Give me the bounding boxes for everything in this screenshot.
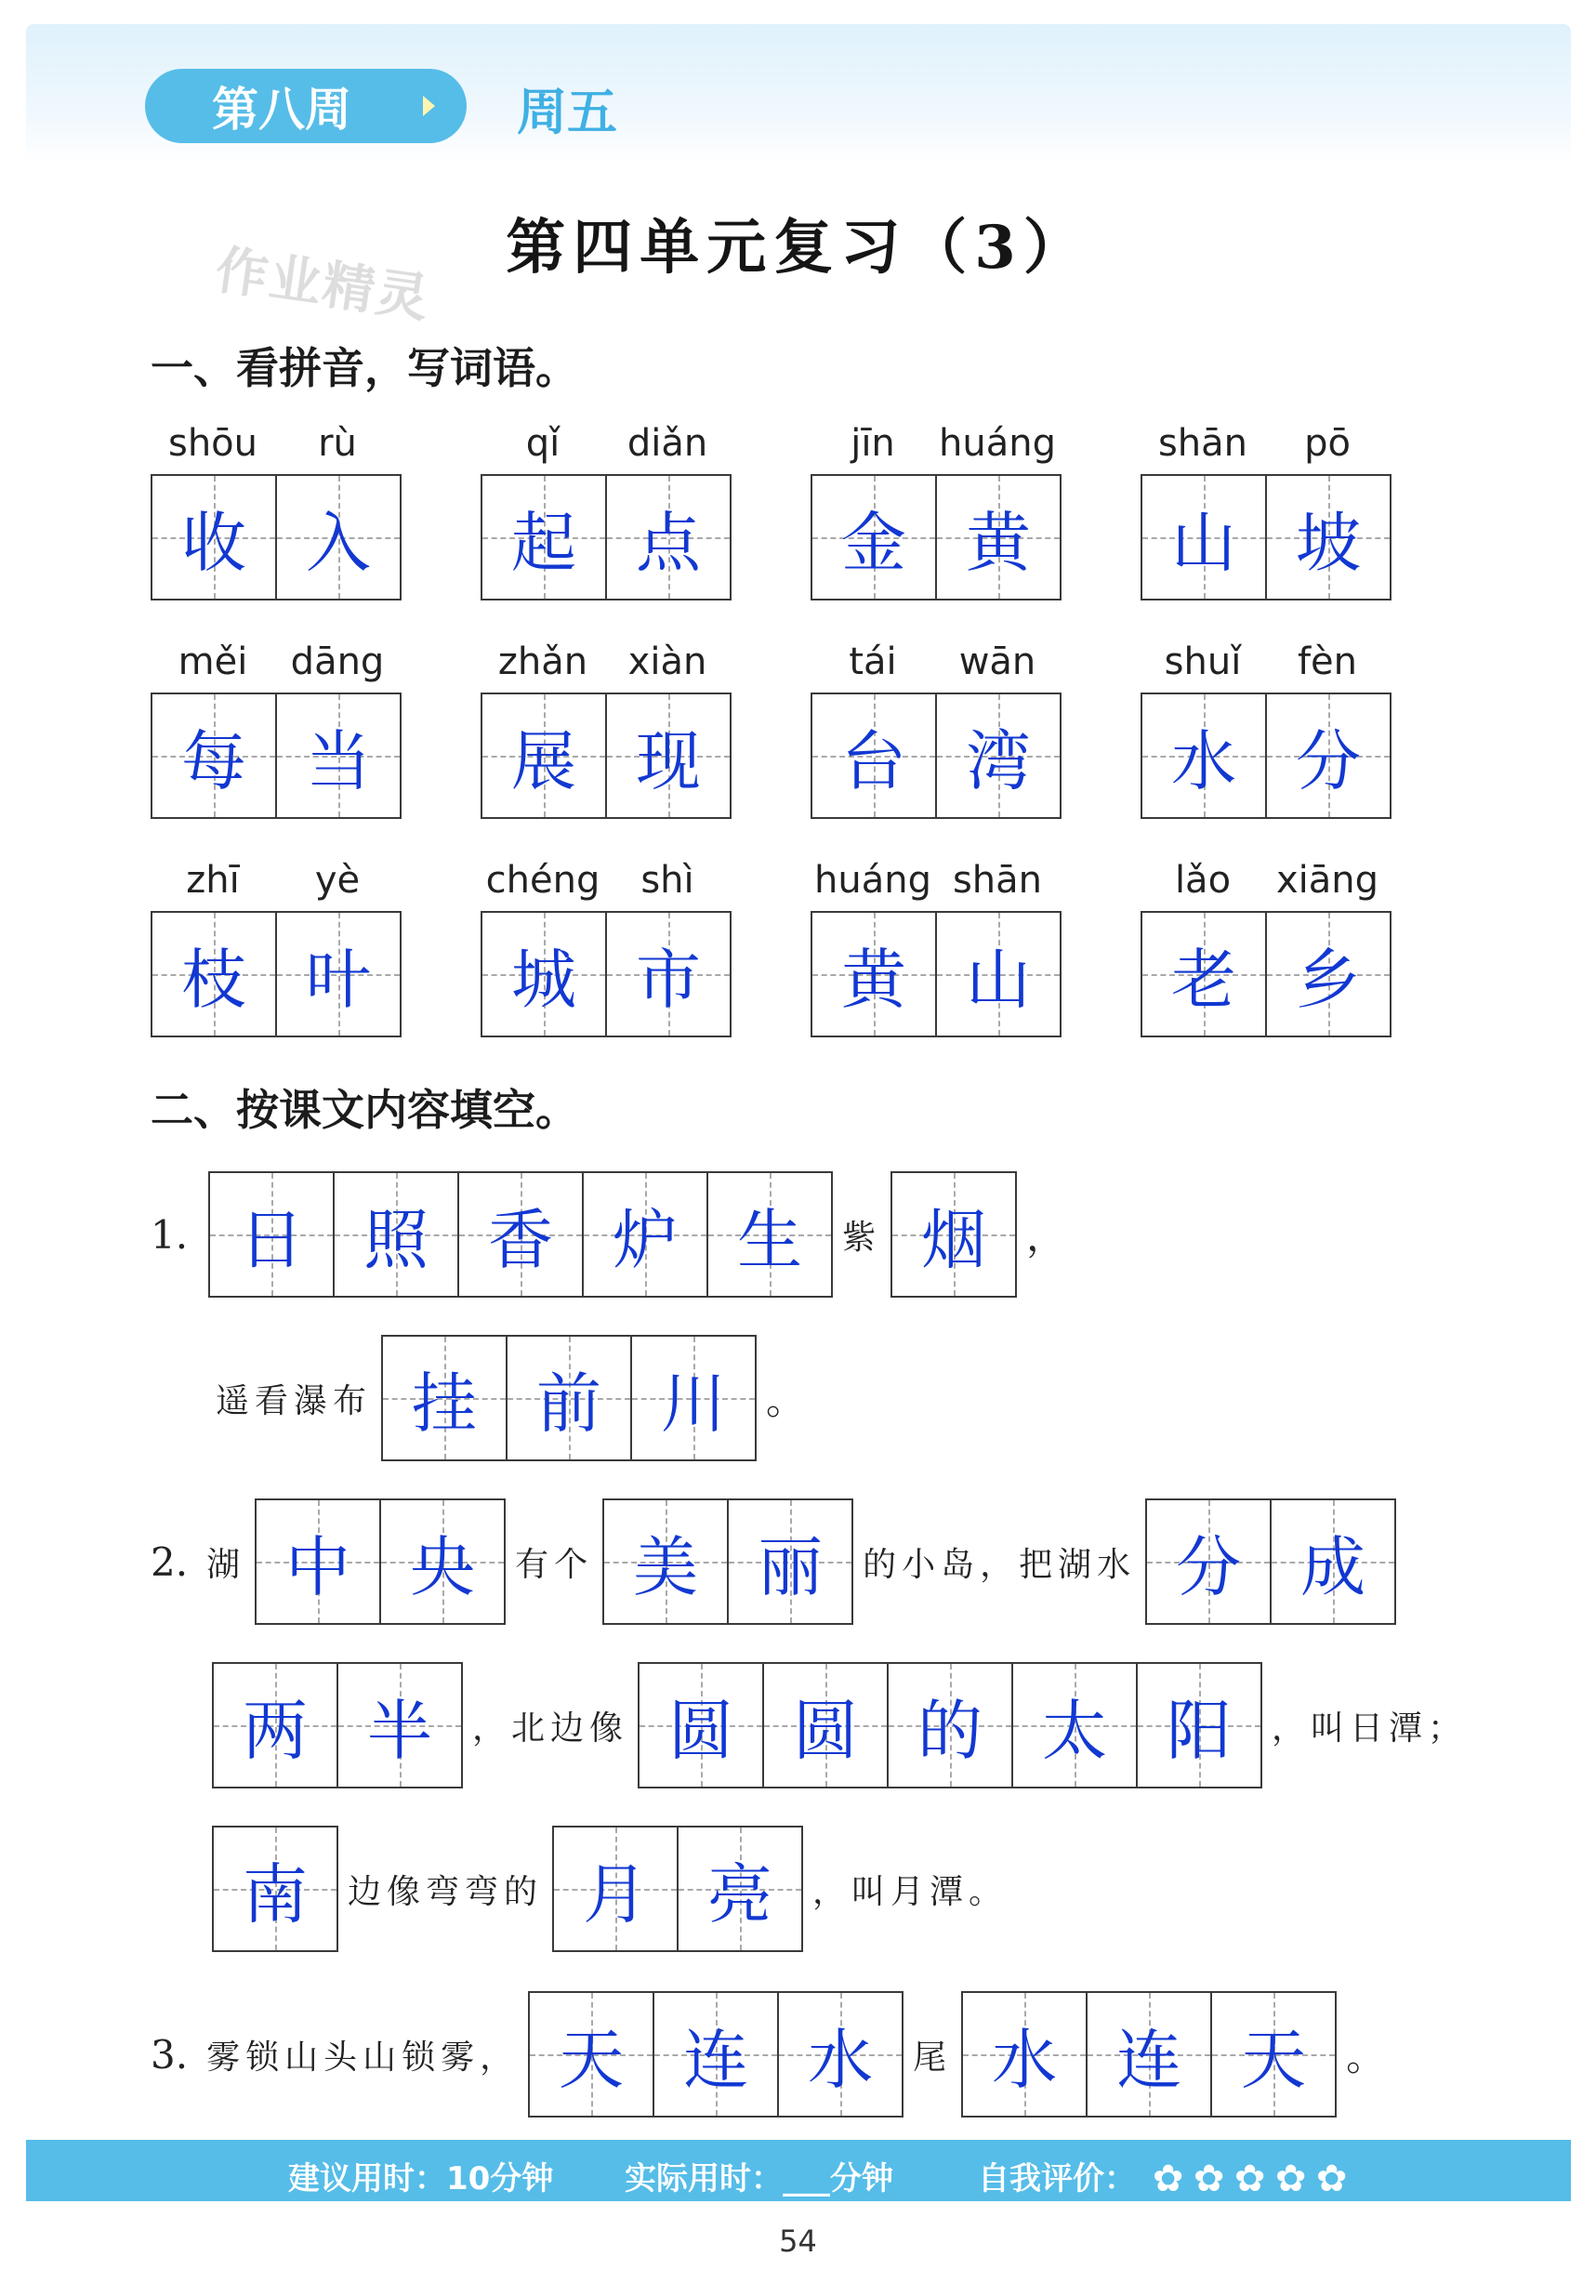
answer-char: 的 (917, 1692, 983, 1769)
watermark: 作业精灵 (211, 240, 434, 330)
answer-cell[interactable] (275, 693, 402, 819)
answer-cell[interactable] (727, 1498, 853, 1625)
answer-char: 川 (661, 1365, 727, 1442)
question-number: 2. (151, 1538, 189, 1585)
answer-cell[interactable] (212, 1826, 338, 1952)
question-3-line-1 (151, 1991, 1391, 2118)
pinyin-row (1141, 635, 1390, 691)
text-segment: 紫 (842, 1218, 882, 1257)
answer-char: 太 (1042, 1692, 1108, 1769)
answer-cell[interactable] (275, 474, 402, 600)
answer-boxes[interactable] (481, 693, 732, 819)
answer-boxes[interactable] (151, 693, 402, 819)
answer-cell[interactable] (528, 1991, 654, 2118)
answer-cell[interactable] (706, 1171, 833, 1298)
answer-char: 天 (559, 2021, 625, 2098)
answer-char: 乡 (1296, 941, 1361, 1018)
text-segment: 湖 (206, 1545, 246, 1584)
pinyin-syllable: wān (958, 640, 1036, 683)
answer-cell[interactable] (212, 1662, 338, 1788)
answer-char: 入 (306, 504, 371, 581)
answer-cell[interactable] (1141, 693, 1267, 819)
answer-char: 叶 (306, 941, 371, 1018)
answer-char: 点 (636, 504, 701, 581)
answer-char: 起 (511, 504, 576, 581)
answer-cell[interactable] (1141, 474, 1267, 600)
answer-cell[interactable] (552, 1826, 679, 1952)
answer-cell[interactable] (653, 1991, 779, 2118)
answer-cell[interactable] (638, 1662, 764, 1788)
question-2-line-1 (151, 1498, 1405, 1625)
answer-cell[interactable] (602, 1498, 729, 1625)
pinyin-syllable: dāng (290, 640, 385, 683)
pinyin-row (1141, 853, 1390, 909)
answer-char: 生 (737, 1201, 803, 1278)
text-segment: 雾锁山头山锁雾， (206, 2038, 520, 2077)
answer-char: 两 (243, 1692, 308, 1769)
pinyin-syllable: fèn (1297, 640, 1358, 683)
answer-boxes[interactable] (602, 1498, 853, 1625)
answer-char: 市 (636, 941, 701, 1018)
answer-char: 连 (1116, 2021, 1182, 2098)
answer-cell[interactable] (1265, 474, 1392, 600)
answer-cell[interactable] (255, 1498, 381, 1625)
answer-cell[interactable] (890, 1171, 1017, 1298)
answer-boxes[interactable] (811, 911, 1062, 1037)
pinyin-row (811, 853, 1060, 909)
answer-boxes[interactable] (1141, 911, 1392, 1037)
answer-char: 前 (536, 1365, 602, 1442)
answer-boxes[interactable] (1145, 1498, 1396, 1625)
answer-char: 黄 (841, 941, 906, 1018)
pinyin-syllable: zhǎn (497, 640, 588, 683)
answer-char: 水 (992, 2021, 1058, 2098)
answer-cell[interactable] (336, 1662, 463, 1788)
answer-cell[interactable] (605, 911, 732, 1037)
answer-char: 中 (285, 1528, 351, 1605)
answer-cell[interactable] (151, 474, 277, 600)
pinyin-syllable: rù (318, 422, 357, 465)
answer-char: 枝 (181, 941, 246, 1018)
answer-char: 挂 (412, 1365, 478, 1442)
answer-boxes[interactable] (811, 474, 1062, 600)
answer-char: 央 (410, 1528, 476, 1605)
pinyin-syllable: shān (952, 859, 1043, 902)
question-number: 1. (151, 1211, 189, 1258)
pinyin-row (811, 635, 1060, 691)
answer-char: 天 (1241, 2021, 1307, 2098)
answer-char: 半 (367, 1692, 432, 1769)
answer-cell[interactable] (677, 1826, 803, 1952)
arrow-right-icon (423, 96, 435, 116)
answer-cell[interactable] (1141, 911, 1267, 1037)
answer-cell[interactable] (887, 1662, 1013, 1788)
answer-cell[interactable] (151, 911, 277, 1037)
star-icon[interactable] (1153, 2163, 1188, 2198)
answer-cell[interactable] (151, 693, 277, 819)
answer-cell[interactable] (1210, 1991, 1337, 2118)
answer-boxes[interactable] (890, 1171, 1017, 1298)
answer-char: 香 (488, 1201, 554, 1278)
answer-char: 炉 (613, 1201, 679, 1278)
footer-bar (26, 2140, 1571, 2201)
answer-boxes[interactable] (638, 1662, 1262, 1788)
section-2-heading: 二、按课文内容填空。 (151, 1085, 578, 1135)
answer-cell[interactable] (630, 1335, 757, 1461)
answer-boxes[interactable] (528, 1991, 904, 2118)
text-segment: 的小岛，把湖水 (863, 1545, 1137, 1584)
answer-char: 阳 (1167, 1692, 1233, 1769)
answer-cell[interactable] (481, 693, 607, 819)
pinyin-syllable: yè (314, 859, 361, 902)
actual-time: 实际用时：___分钟 (625, 2160, 893, 2197)
answer-char: 湾 (966, 722, 1031, 799)
pinyin-row (481, 635, 730, 691)
answer-char: 美 (633, 1528, 699, 1605)
answer-cell[interactable] (582, 1171, 708, 1298)
answer-boxes[interactable] (255, 1498, 506, 1625)
text-segment: 尾 (913, 2038, 953, 2077)
text-segment: 有个 (515, 1545, 594, 1584)
answer-cell[interactable] (481, 911, 607, 1037)
answer-boxes[interactable] (811, 693, 1062, 819)
day-label: 周五 (517, 83, 617, 141)
answer-char: 分 (1296, 722, 1361, 799)
pinyin-syllable: qǐ (525, 422, 561, 465)
answer-cell[interactable] (1265, 693, 1392, 819)
answer-cell[interactable] (1270, 1498, 1396, 1625)
answer-char: 分 (1176, 1528, 1242, 1605)
question-2-line-3 (212, 1826, 1008, 1952)
star-icon[interactable] (1194, 2163, 1229, 2198)
text-segment: 遥看瀑布 (216, 1381, 373, 1420)
answer-cell[interactable] (208, 1171, 335, 1298)
answer-cell[interactable] (811, 911, 937, 1037)
answer-cell[interactable] (506, 1335, 632, 1461)
answer-cell[interactable] (1011, 1662, 1138, 1788)
answer-cell[interactable] (811, 474, 937, 600)
answer-boxes[interactable] (212, 1826, 338, 1952)
answer-char: 黄 (966, 504, 1031, 581)
answer-char: 山 (966, 941, 1031, 1018)
pinyin-syllable: zhī (186, 859, 240, 902)
answer-cell[interactable] (379, 1498, 506, 1625)
answer-char: 金 (841, 504, 906, 581)
answer-cell[interactable] (275, 911, 402, 1037)
answer-char: 圆 (668, 1692, 734, 1769)
answer-boxes[interactable] (481, 474, 732, 600)
answer-boxes[interactable] (1141, 693, 1392, 819)
answer-cell[interactable] (605, 474, 732, 600)
question-1-line-2 (216, 1335, 811, 1461)
answer-char: 城 (511, 941, 576, 1018)
pinyin-syllable: xiāng (1275, 859, 1379, 902)
answer-cell[interactable] (811, 693, 937, 819)
pinyin-syllable: xiàn (627, 640, 707, 683)
answer-char: 照 (363, 1201, 429, 1278)
pinyin-syllable: shān (1157, 422, 1248, 465)
question-2-line-2 (212, 1662, 1467, 1788)
answer-cell[interactable] (381, 1335, 508, 1461)
answer-cell[interactable] (777, 1991, 904, 2118)
pinyin-row (151, 416, 400, 472)
pinyin-syllable: jīn (851, 422, 895, 465)
answer-boxes[interactable] (381, 1335, 757, 1461)
answer-boxes[interactable] (151, 911, 402, 1037)
pinyin-row (151, 853, 400, 909)
answer-cell[interactable] (762, 1662, 889, 1788)
answer-boxes[interactable] (212, 1662, 463, 1788)
pinyin-syllable: pō (1304, 422, 1351, 465)
answer-boxes[interactable] (481, 911, 732, 1037)
star-icon[interactable] (1316, 2163, 1352, 2198)
star-icon[interactable] (1234, 2163, 1270, 2198)
text-segment: ，叫日潭； (1272, 1709, 1468, 1748)
answer-cell[interactable] (1265, 911, 1392, 1037)
suggested-time: 建议用时：10分钟 (288, 2160, 554, 2197)
pinyin-row (481, 416, 730, 472)
answer-char: 亮 (707, 1855, 773, 1933)
text-segment: ，北边像 (472, 1709, 629, 1748)
answer-boxes[interactable] (208, 1171, 833, 1298)
answer-char: 老 (1171, 941, 1236, 1018)
answer-char: 台 (841, 722, 906, 799)
answer-char: 现 (636, 722, 701, 799)
answer-char: 烟 (921, 1201, 987, 1278)
answer-boxes[interactable] (961, 1991, 1337, 2118)
pinyin-syllable: tái (849, 640, 897, 683)
text-segment: ，叫月潭。 (812, 1872, 1009, 1911)
answer-char: 山 (1171, 504, 1236, 581)
answer-boxes[interactable] (1141, 474, 1392, 600)
pinyin-syllable: chéng (485, 859, 600, 902)
answer-cell[interactable] (1086, 1991, 1212, 2118)
pinyin-syllable: shōu (167, 422, 257, 465)
pinyin-syllable: huáng (814, 859, 931, 902)
answer-cell[interactable] (333, 1171, 459, 1298)
answer-char: 当 (306, 722, 371, 799)
answer-char: 圆 (793, 1692, 859, 1769)
pinyin-row (811, 416, 1060, 472)
answer-char: 水 (1171, 722, 1236, 799)
answer-cell[interactable] (605, 693, 732, 819)
answer-cell[interactable] (935, 911, 1062, 1037)
self-evaluation (978, 2153, 1352, 2198)
section-1-heading: 一、看拼音，写词语。 (151, 343, 578, 393)
answer-char: 水 (808, 2021, 874, 2098)
star-icon[interactable] (1275, 2163, 1311, 2198)
answer-char: 收 (181, 504, 246, 581)
answer-char: 日 (239, 1201, 305, 1278)
answer-char: 丽 (758, 1528, 824, 1605)
question-1-line-1 (151, 1171, 1071, 1298)
answer-cell[interactable] (457, 1171, 584, 1298)
text-segment: 。 (1346, 2034, 1392, 2079)
answer-cell[interactable] (961, 1991, 1088, 2118)
pinyin-syllable: shì (640, 859, 694, 902)
answer-boxes[interactable] (151, 474, 402, 600)
text-segment: 。 (766, 1378, 811, 1423)
week-badge (145, 69, 467, 143)
text-segment: 边像弯弯的 (348, 1872, 544, 1911)
answer-boxes[interactable] (552, 1826, 803, 1952)
answer-char: 展 (511, 722, 576, 799)
pinyin-row (481, 853, 730, 909)
answer-cell[interactable] (481, 474, 607, 600)
answer-cell[interactable] (1145, 1498, 1272, 1625)
answer-cell[interactable] (935, 693, 1062, 819)
pinyin-syllable: měi (178, 640, 248, 683)
answer-char: 每 (181, 722, 246, 799)
answer-cell[interactable] (1136, 1662, 1262, 1788)
pinyin-syllable: huáng (939, 422, 1056, 465)
pinyin-row (151, 635, 400, 691)
text-segment: ， (1026, 1214, 1072, 1260)
answer-char: 月 (583, 1855, 649, 1933)
week-label: 第八周 (212, 83, 351, 137)
question-number: 3. (151, 2031, 189, 2078)
rating-stars[interactable] (1153, 2163, 1352, 2198)
pinyin-row (1141, 416, 1390, 472)
answer-char: 南 (243, 1855, 308, 1933)
answer-cell[interactable] (935, 474, 1062, 600)
pinyin-syllable: shuǐ (1164, 640, 1242, 683)
answer-char: 连 (683, 2021, 749, 2098)
answer-char: 坡 (1296, 504, 1361, 581)
answer-char: 成 (1300, 1528, 1366, 1605)
page-title: 第四单元复习（3） (506, 213, 1090, 283)
page-number: 54 (779, 2223, 817, 2259)
pinyin-syllable: lǎo (1174, 859, 1232, 902)
self-evaluation-label: 自我评价： (978, 2160, 1136, 2197)
pinyin-syllable: diǎn (627, 422, 708, 465)
